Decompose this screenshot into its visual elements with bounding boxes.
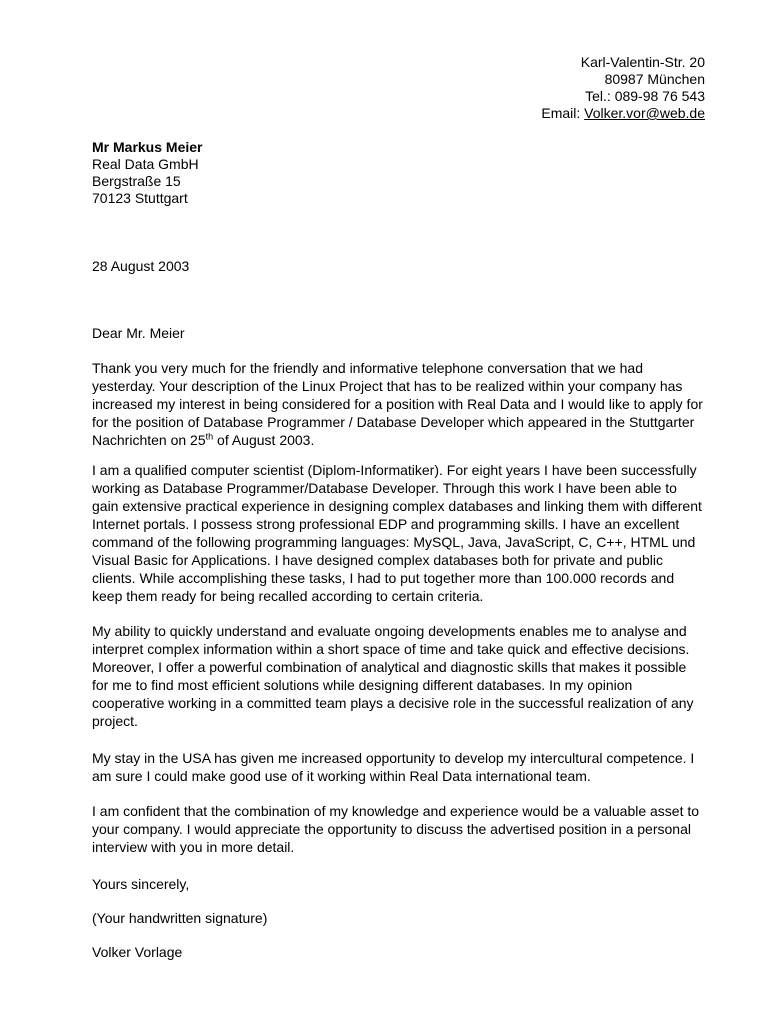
recipient-city: 70123 Stuttgart [92,190,188,206]
recipient-company: Real Data GmbH [92,156,199,172]
paragraph-line: Thank you very much for the friendly and informative telephone conversation that we had [92,360,643,376]
sender-email-label: Email: [541,105,585,121]
sender-city: 80987 München [604,71,705,87]
salutation: Dear Mr. Meier [92,325,185,341]
recipient-street: Bergstraße 15 [92,173,181,189]
signature-placeholder: (Your handwritten signature) [92,910,268,926]
paragraph-line: Internet portals. I possess strong professional EDP and programming skills. I have an excellent [92,516,680,532]
paragraph-line: gain extensive practical experience in designing complex databases and linking them with different [92,498,702,514]
sender-phone: Tel.: 089-98 76 543 [585,88,705,104]
paragraph-line: My ability to quickly understand and evaluate ongoing developments enables me to analyse and [92,623,687,639]
paragraph-line: yesterday. Your description of the Linux Project that has to be realized within your company has [92,378,683,394]
paragraph-line: for me to find most efficient solutions while designing different databases. In my opinion [92,677,633,693]
paragraph-line: project. [92,713,138,729]
paragraph-line: Moreover, I offer a powerful combination of analytical and diagnostic skills that makes it possible [92,659,687,675]
letter-date: 28 August 2003 [92,258,190,274]
sender-email-link[interactable]: Volker.vor@web.de [584,105,705,121]
paragraph-line: increased my interest in being considered for a position with Real Data and I would like to apply for [92,396,703,412]
closing-phrase: Yours sincerely, [92,876,190,892]
body-paragraph-2 [92,461,712,605]
paragraph-line: cooperative working in a committed team plays a decisive role in the successful realization of any [92,695,694,711]
body-paragraph-4 [92,749,712,785]
sender-email-line [541,105,705,122]
sender-street: Karl-Valentin-Str. 20 [580,54,705,70]
paragraph-line: I am a qualified computer scientist (Diplom-Informatiker). For eight years I have been successfully [92,462,697,478]
paragraph-line: interview with you in more detail. [92,839,295,855]
body-paragraph-5 [92,802,712,856]
body-paragraph-3 [92,622,712,730]
paragraph-line: I am confident that the combination of my knowledge and experience would be a valuable asset to [92,803,700,819]
paragraph-line: am sure I could make good use of it working within Real Data international team. [92,768,591,784]
sender-address-block [541,54,705,122]
paragraph-text: of August 2003. [213,432,315,448]
paragraph-line: My stay in the USA has given me increased opportunity to develop my intercultural competence. I [92,750,695,766]
recipient-address-block [92,139,202,207]
paragraph-line: keep them ready for being recalled according to certain criteria. [92,588,484,604]
ordinal-suffix: th [205,431,214,442]
paragraph-line: command of the following programming languages: MySQL, Java, JavaScript, C, C++, HTML und [92,534,696,550]
paragraph-line: working as Database Programmer/Database Developer. Through this work I have been able to [92,480,677,496]
paragraph-line: your company. I would appreciate the opportunity to discuss the advertised position in a personal [92,821,691,837]
paragraph-line: for the position of Database Programmer / Database Developer which appeared in the Stuttgarter [92,414,695,430]
paragraph-line: Visual Basic for Applications. I have designed complex databases both for private and public [92,552,663,568]
paragraph-line: interpret complex information within a short space of time and take quick and effective decisions. [92,641,690,657]
signer-name: Volker Vorlage [92,944,183,960]
paragraph-text: Nachrichten on 25 [92,432,206,448]
body-paragraph-1 [92,359,712,449]
paragraph-line: clients. While accomplishing these tasks, I had to put together more than 100.000 records and [92,570,675,586]
recipient-name: Mr Markus Meier [92,139,203,155]
paragraph-line [92,431,712,449]
